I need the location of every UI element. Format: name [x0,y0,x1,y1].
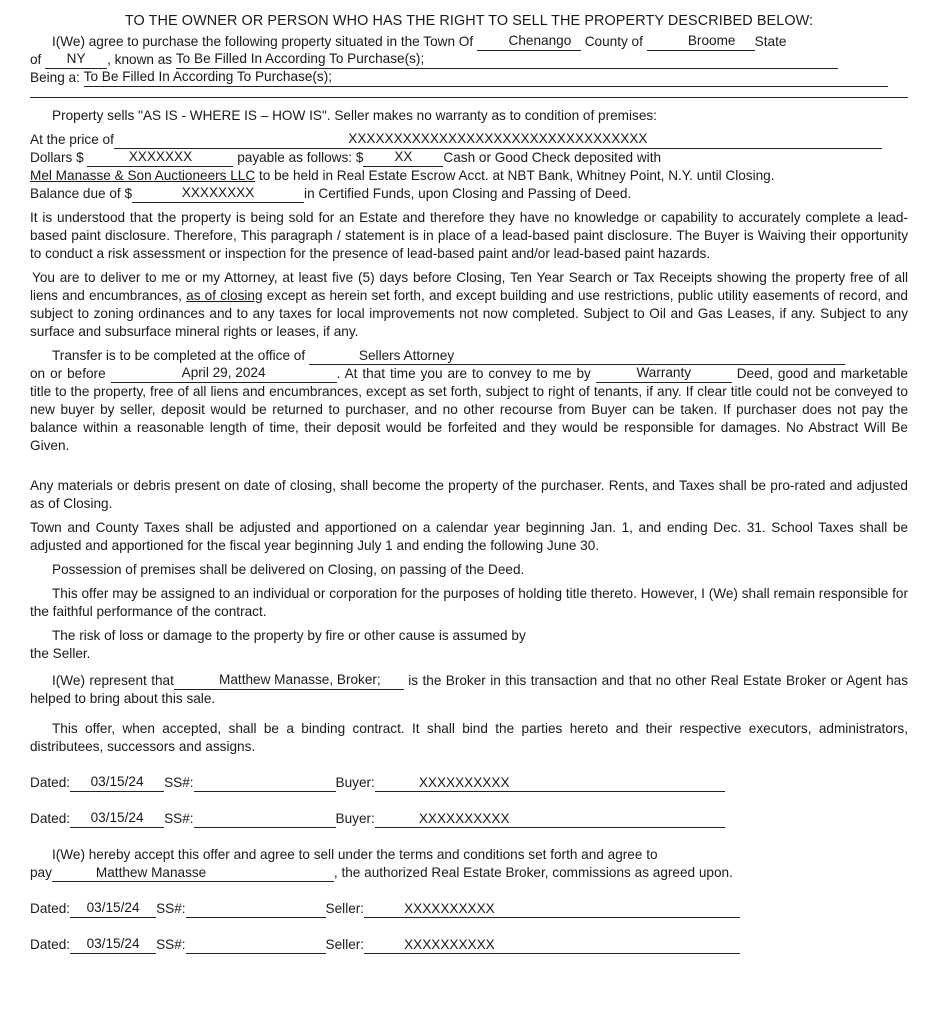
state-field: NY [45,51,107,69]
escrow-line: Mel Manasse & Son Auctioneers LLC to be held in Real Estate Escrow Acct. at NBT Bank, Whitney Point, N.Y. until Closing. [30,168,775,183]
buyer-date-field: 03/15/24 [70,774,164,792]
transfer-paragraph: on or before April 29, 2024 . At that time you are to convey to me by Warranty Deed, good and marketable title to the property, free of all liens and encumbrances, except as set forth, subject to right of tenants, if any. If clear title could not be conveyed to new buyer by seller, deposit would be returned to purchaser, and no other recourse from Buyer can be taken. If purchaser does not pay the balance within a reasonable length of time, their deposit would be forfeited and they would be responsible for damages. No Abstract Will Be Given. [30,365,908,453]
price-field: XXXXXXXXXXXXXXXXXXXXXXXXXXXXXXXXX [114,131,882,149]
buyer-signature-block [30,774,908,828]
balance-line: Balance due of $ XXXXXXXX in Certified Funds, upon Closing and Passing of Deed. [30,185,632,201]
intro-line-3: Being a: To Be Filled In According To Purchase(s); [30,69,908,87]
seller-ssn-field [186,900,326,918]
seller-signature-row: Dated: 03/15/24 SS#: Seller: XXXXXXXXXX [30,936,908,954]
dollars-line: Dollars $ XXXXXXX payable as follows: $ XX Cash or Good Check deposited with [30,149,662,165]
seller-signature-row: Dated: 03/15/24 SS#: Seller: XXXXXXXXXX [30,900,908,918]
taxes-paragraph: Town and County Taxes shall be adjusted and apportioned on a calendar year beginning Jan. 1, and ending Dec. 31. School Taxes shall be adjusted and apportioned for the fiscal year beginning July 1 and ending the following June 30. [30,520,908,553]
risk-line-2: the Seller. [30,646,91,661]
document-heading: TO THE OWNER OR PERSON WHO HAS THE RIGHT TO SELL THE PROPERTY DESCRIBED BELOW: [124,13,814,29]
county-field: Broome [647,33,755,51]
buyer-ssn-field [194,810,336,828]
closing-date-field: April 29, 2024 [111,365,337,383]
binding-paragraph: This offer, when accepted, shall be a binding contract. It shall bind the parties hereto and their respective executors, administrators, distributees, successors and assigns. [30,721,908,754]
auctioneer-name: Mel Manasse & Son Auctioneers LLC [30,168,256,183]
town-field: Chenango [477,33,581,51]
acceptance-line-1: I(We) hereby accept this offer and agree to sell under the terms and conditions set forth and agree to [52,847,658,862]
transfer-office-field: Sellers Attorney [309,348,845,365]
buyer-ssn-field [194,774,336,792]
seller-name-field: XXXXXXXXXX [364,901,740,918]
buyer-date-field: 03/15/24 [70,810,164,828]
blank-rule [30,87,908,98]
commission-broker-field: Matthew Manasse [52,865,334,882]
risk-line-1: The risk of loss or damage to the property by fire or other cause is assumed by [52,628,526,643]
known-as-field: To Be Filled In According To Purchase(s); [176,51,838,69]
as-is-statement: Property sells "AS IS - WHERE IS – HOW IS". Seller makes no warranty as to condition of premises: [52,108,657,123]
lead-paint-paragraph: It is understood that the property is being sold for an Estate and therefore they have no knowledge or capability to accurately complete a lead-based paint disclosure. Therefore, This paragraph / statement is in place of a lead-based paint disclosure. The Buyer is Waiving their opportunity to conduct a risk assessment or inspection for the presence of lead-based paint and/or lead-based paint hazards. [30,210,908,261]
seller-date-field: 03/15/24 [70,936,156,954]
seller-ssn-field [186,936,326,954]
balance-field: XXXXXXXX [132,185,304,203]
acceptance-line-2: pay Matthew Manasse , the authorized Real Estate Broker, commissions as agreed upon. [30,865,733,880]
seller-date-field: 03/15/24 [70,900,156,918]
seller-name-field: XXXXXXXXXX [364,937,740,954]
being-a-field: To Be Filled In According To Purchase(s); [84,69,888,87]
broker-paragraph: I(We) represent that Matthew Manasse, Broker; is the Broker in this transaction and that no other Real Estate Broker or Agent has helped to bring about this sale. [30,672,908,706]
dollars-field: XXXXXXX [87,149,233,167]
buyer-signature-row: Dated: 03/15/24 SS#: Buyer: XXXXXXXXXX [30,810,908,828]
price-line: At the price of XXXXXXXXXXXXXXXXXXXXXXXXXXXXXXXXX [30,131,908,149]
deed-type-field: Warranty [596,365,732,383]
buyer-name-field: XXXXXXXXXX [375,775,725,792]
buyer-name-field: XXXXXXXXXX [375,811,725,828]
transfer-line-1: Transfer is to be completed at the office of Sellers Attorney [30,347,908,365]
title-search-paragraph: You are to deliver to me or my Attorney, at least five (5) days before Closing, Ten Year Search or Tax Receipts showing the property free of all liens and encumbrances, as of closing except as herein set forth, and except building and use restrictions, public utility easements of record, and subject to zoning ordinances and to any taxes for local improvements not now completed. Subject to Oil and Gas Leases, if any. Subject to any surface and subsurface mineral rights or leases, if any. [30,270,908,339]
intro-line-2: of NY , known as To Be Filled In According To Purchase(s); [30,51,908,69]
materials-paragraph: Any materials or debris present on date of closing, shall become the property of the purchaser. Rents, and Taxes shall be pro-rated and adjusted as of Closing. [30,478,908,511]
buyer-signature-row: Dated: 03/15/24 SS#: Buyer: XXXXXXXXXX [30,774,908,792]
deposit-field: XX [363,149,443,167]
possession-paragraph: Possession of premises shall be delivered on Closing, on passing of the Deed. [52,562,525,577]
broker-name-field: Matthew Manasse, Broker; [174,672,404,690]
assignment-paragraph: This offer may be assigned to an individual or corporation for the purposes of holding title thereto. However, I (We) shall remain responsible for the faithful performance of the contract. [30,586,908,619]
seller-signature-block [30,900,908,954]
intro-line-1: I(We) agree to purchase the following property situated in the Town Of Chenango County of Broome State [52,33,787,49]
